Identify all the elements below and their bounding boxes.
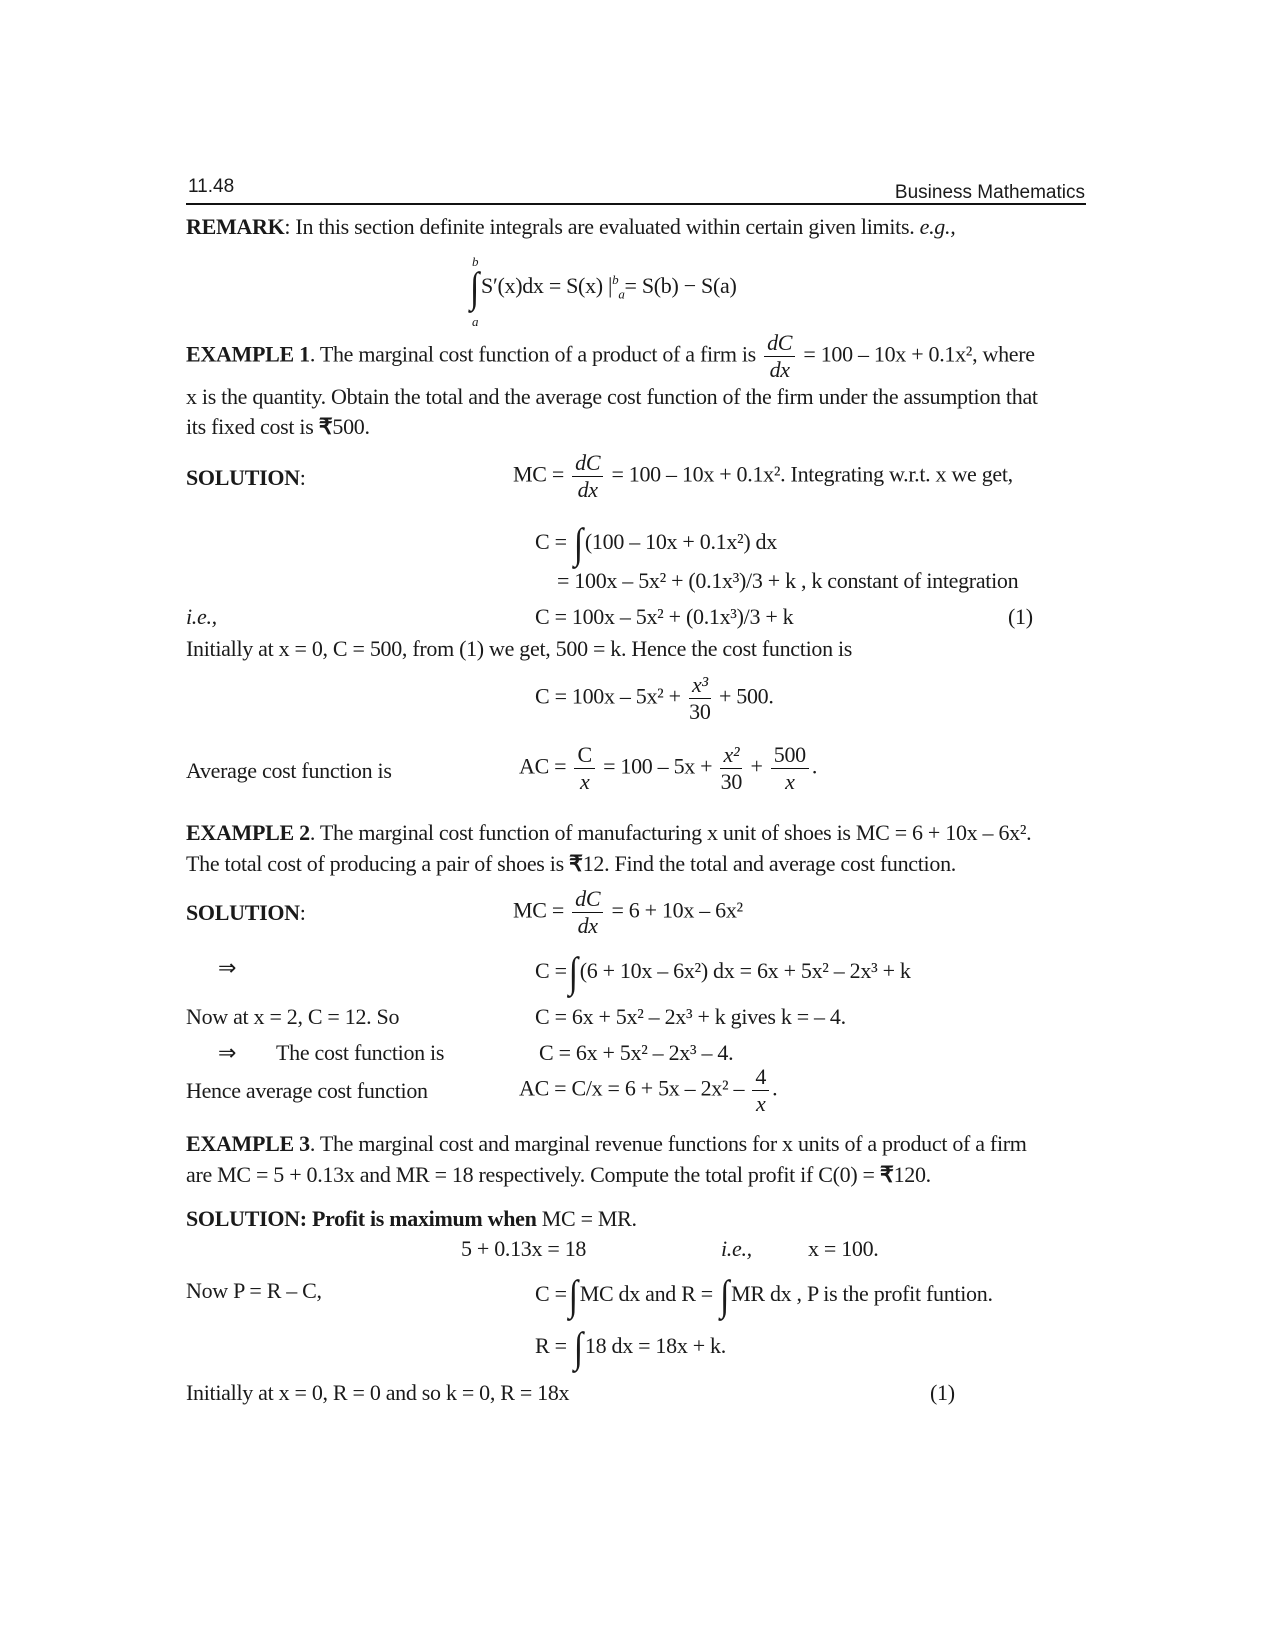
c-label: C = [535, 958, 567, 983]
rupee-icon: ₹ [879, 1162, 894, 1187]
example2-line2 [186, 851, 956, 877]
example3-revenue-integral [535, 1325, 726, 1372]
example1-integrated: = 100x – 5x² + (0.1x³)/3 + k , k constant of integration [557, 568, 1019, 593]
eval-upper: b [612, 272, 619, 287]
example3-statement [186, 1131, 1027, 1157]
example2-statement [186, 820, 1031, 846]
mc-expression: = 100 – 10x + 0.1x². Integrating w.r.t. x we get, [611, 461, 1013, 487]
frac-numerator: dC [572, 450, 603, 477]
example2-cost-function: C = 6x + 5x² – 2x³ – 4. [539, 1040, 734, 1065]
example2-mc-line [513, 886, 743, 939]
example1-text: . The marginal cost function of a product of a firm is [309, 341, 756, 367]
dc-dx-fraction [764, 330, 795, 383]
mc-label: MC = [513, 897, 564, 923]
r-label: R = [535, 1333, 567, 1358]
frac-denominator: x [755, 1091, 766, 1116]
solution-label: SOLUTION [186, 900, 300, 925]
header-rule [186, 203, 1086, 205]
c-over-x-fraction [574, 742, 594, 795]
example2-label: EXAMPLE 2 [186, 820, 310, 845]
mr-integral: MR dx , P is the profit funtion. [731, 1281, 993, 1306]
example1-line2: x is the quantity. Obtain the total and the average cost function of the firm under the assumption that [186, 384, 1038, 409]
equation-tag: (1) [930, 1380, 955, 1405]
example1-mc-expression: = 100 – 10x + 0.1x², where [803, 341, 1035, 367]
c-label: C = [535, 529, 567, 554]
integral-sign: ∫ [470, 265, 480, 312]
example3-profit-def: Now P = R – C, [186, 1278, 322, 1303]
frac-numerator: x² [720, 742, 742, 769]
period: . [811, 753, 818, 779]
frac-denominator: dx [769, 357, 790, 382]
example3-text: . The marginal cost and marginal revenue functions for x units of a product of a firm [309, 1131, 1027, 1156]
ie-label: i.e., [186, 604, 217, 629]
integral-sign: ∫ [573, 521, 583, 568]
example3-x-value: x = 100. [808, 1236, 879, 1261]
integral-sign: ∫ [568, 1273, 578, 1320]
500-over-x-fraction [771, 742, 809, 795]
example3-line2 [186, 1162, 931, 1188]
avg-cost-label: Average cost function is [186, 758, 392, 783]
frac-numerator: x³ [689, 672, 711, 699]
mc-expression: = 6 + 10x – 6x² [611, 897, 743, 923]
c-label: C = [535, 1281, 567, 1306]
example1-cost-function [535, 672, 774, 725]
example3-initial-condition: Initially at x = 0, R = 0 and so k = 0, R = 18x [186, 1380, 570, 1405]
period: . [772, 1075, 778, 1101]
4-over-x-fraction [752, 1064, 769, 1117]
fixed-cost-value: 500. [332, 414, 370, 439]
solution-label: SOLUTION [186, 1206, 300, 1231]
example3-condition: are MC = 5 + 0.13x and MR = 18 respectively. Compute the total profit if C(0) = [186, 1162, 880, 1187]
x2-over-30-fraction [720, 742, 742, 795]
implies-arrow-icon: ⇒ [218, 1040, 237, 1065]
fixed-cost-text: its fixed cost is [186, 414, 319, 439]
frac-denominator: 30 [689, 699, 711, 724]
frac-denominator: dx [577, 913, 598, 938]
mc-equals-mr: MC = MR. [536, 1206, 637, 1231]
solution-label: SOLUTION [186, 465, 300, 490]
frac-numerator: dC [572, 886, 603, 913]
lower-limit: a [472, 314, 479, 329]
mc-integral: MC dx and R = [579, 1281, 713, 1306]
example3-label: EXAMPLE 3 [186, 1131, 310, 1156]
book-title: Business Mathematics [894, 182, 1085, 203]
remark-text: : In this section definite integrals are evaluated within certain given limits. [284, 214, 920, 239]
example2-k-value: C = 6x + 5x² – 2x³ + k gives k = – 4. [535, 1004, 846, 1029]
page-number: 11.48 [188, 176, 235, 197]
integral-sign: ∫ [720, 1273, 730, 1320]
example2-now-label: Now at x = 2, C = 12. So [186, 1004, 400, 1029]
example1-initial-condition: Initially at x = 0, C = 500, from (1) we get, 500 = k. Hence the cost function is [186, 636, 853, 661]
eval-lower: a [618, 286, 625, 302]
mc-label: MC = [513, 461, 564, 487]
example3-c0-value: 120. [893, 1162, 931, 1187]
implies-arrow-icon: ⇒ [218, 955, 237, 980]
revenue-integrand: 18 dx = 18x + k. [584, 1333, 726, 1358]
shoes-cost-value: 12. Find the total and average cost function. [582, 851, 956, 876]
example1-integral-line [535, 521, 777, 568]
frac-numerator: dC [764, 330, 795, 357]
integral-sign: ∫ [573, 1325, 583, 1372]
remark-paragraph [186, 214, 955, 240]
definite-integral-formula [468, 254, 737, 329]
frac-numerator: 500 [771, 742, 809, 769]
profit-max-condition: : Profit is maximum when [299, 1206, 537, 1231]
plus-sign: + [750, 753, 763, 779]
example3-eq1: 5 + 0.13x = 18 [461, 1236, 587, 1261]
example1-avg-cost [519, 742, 817, 795]
example1-label: EXAMPLE 1 [186, 341, 310, 367]
example2-solution-label: SOLUTION: [186, 900, 306, 925]
remark-eg: e.g., [919, 214, 956, 239]
dc-dx-fraction [572, 886, 603, 939]
example1-mc-line [513, 450, 1013, 503]
frac-denominator: x [579, 769, 590, 794]
example2-text: . The marginal cost function of manufacturing x unit of shoes is MC = 6 + 10x – 6x². [309, 820, 1032, 845]
example2-integral-line [535, 950, 911, 997]
shoes-cost-text: The total cost of producing a pair of shoes is [186, 851, 570, 876]
example1-equation1: C = 100x – 5x² + (0.1x³)/3 + k [535, 604, 794, 629]
cost-fn-part1: C = 100x – 5x² + [535, 683, 681, 709]
ie-label: i.e., [721, 1236, 752, 1261]
ac-expression: = 100 – 5x + [603, 753, 713, 779]
integrand: (6 + 10x – 6x²) dx = 6x + 5x² – 2x³ + k [579, 958, 911, 983]
frac-numerator: C [574, 742, 594, 769]
frac-denominator: 30 [720, 769, 743, 794]
integral-sign: ∫ [568, 950, 578, 997]
rupee-icon: ₹ [318, 414, 333, 439]
example2-cost-label: The cost function is [276, 1040, 445, 1065]
integrand: (100 – 10x + 0.1x²) dx [584, 529, 777, 554]
x3-over-30-fraction [689, 672, 711, 725]
frac-denominator: x [785, 769, 795, 794]
frac-numerator: 4 [752, 1064, 769, 1091]
example2-avg-label: Hence average cost function [186, 1078, 428, 1103]
rupee-icon: ₹ [569, 851, 583, 876]
cost-fn-part2: + 500. [718, 683, 774, 709]
remark-label: REMARK [186, 214, 285, 239]
frac-denominator: dx [577, 477, 598, 502]
example3-integral-defs [535, 1273, 993, 1320]
ac-label: AC = [519, 753, 567, 779]
example2-avg-cost [519, 1064, 777, 1117]
example1-statement [186, 330, 1035, 383]
ac-expression: AC = C/x = 6 + 5x – 2x² – [519, 1075, 745, 1101]
example1-line3 [186, 414, 370, 440]
example1-solution-label: SOLUTION: [186, 465, 306, 490]
formula-rhs: = S(b) − S(a) [624, 273, 737, 298]
dc-dx-fraction [572, 450, 603, 503]
formula-lhs: S′(x)dx = S(x) | [481, 273, 613, 298]
example3-solution-line [186, 1206, 637, 1232]
equation-tag: (1) [1008, 604, 1033, 629]
upper-limit: b [472, 254, 479, 269]
